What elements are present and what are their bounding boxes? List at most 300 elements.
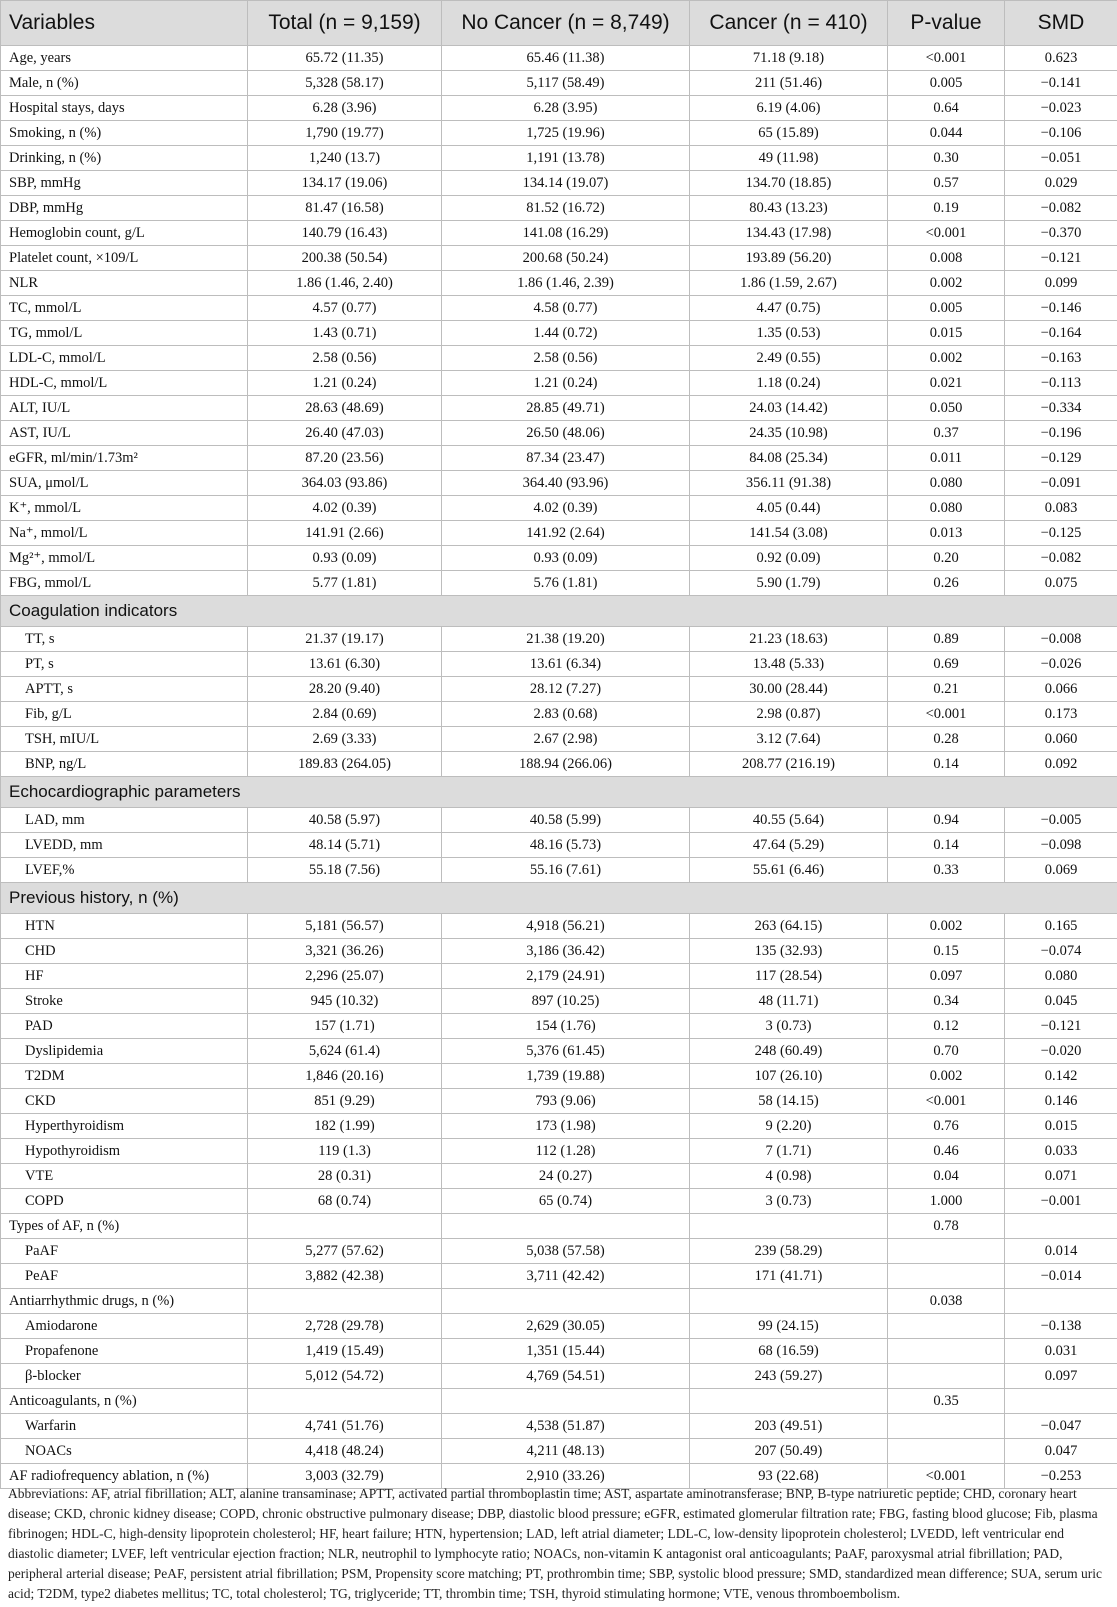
cell-total: 189.83 (264.05) bbox=[248, 752, 442, 777]
cell-total: 13.61 (6.30) bbox=[248, 652, 442, 677]
cell-cancer bbox=[690, 1389, 888, 1414]
table-row bbox=[1, 1439, 1117, 1464]
cell-cancer: 58 (14.15) bbox=[690, 1089, 888, 1114]
table-row bbox=[1, 1139, 1117, 1164]
cell-no-cancer: 4.58 (0.77) bbox=[442, 296, 690, 321]
cell-p-value: 0.64 bbox=[888, 96, 1005, 121]
cell-smd: −0.106 bbox=[1005, 121, 1117, 146]
table-row bbox=[1, 1314, 1117, 1339]
cell-smd: −0.163 bbox=[1005, 346, 1117, 371]
cell-smd: −0.026 bbox=[1005, 652, 1117, 677]
cell-cancer: 13.48 (5.33) bbox=[690, 652, 888, 677]
cell-smd: −0.001 bbox=[1005, 1189, 1117, 1214]
cell-smd: 0.075 bbox=[1005, 571, 1117, 596]
cell-no-cancer: 188.94 (266.06) bbox=[442, 752, 690, 777]
cell-cancer: 193.89 (56.20) bbox=[690, 246, 888, 271]
header-p-value: P-value bbox=[888, 1, 1005, 46]
row-label: LVEDD, mm bbox=[1, 833, 248, 858]
cell-total: 141.91 (2.66) bbox=[248, 521, 442, 546]
row-label: TC, mmol/L bbox=[1, 296, 248, 321]
cell-smd: 0.080 bbox=[1005, 964, 1117, 989]
cell-cancer: 93 (22.68) bbox=[690, 1464, 888, 1489]
cell-total: 65.72 (11.35) bbox=[248, 46, 442, 71]
cell-p-value: 0.89 bbox=[888, 627, 1005, 652]
cell-smd: −0.334 bbox=[1005, 396, 1117, 421]
table-row bbox=[1, 196, 1117, 221]
cell-smd: −0.047 bbox=[1005, 1414, 1117, 1439]
cell-no-cancer: 3,711 (42.42) bbox=[442, 1264, 690, 1289]
row-label: Types of AF, n (%) bbox=[1, 1214, 248, 1239]
cell-cancer: 9 (2.20) bbox=[690, 1114, 888, 1139]
cell-p-value: 0.008 bbox=[888, 246, 1005, 271]
cell-smd: −0.196 bbox=[1005, 421, 1117, 446]
cell-no-cancer: 13.61 (6.34) bbox=[442, 652, 690, 677]
cell-no-cancer: 28.85 (49.71) bbox=[442, 396, 690, 421]
section-label: Previous history, n (%) bbox=[1, 883, 1117, 914]
cell-smd: 0.071 bbox=[1005, 1164, 1117, 1189]
header-total: Total (n = 9,159) bbox=[248, 1, 442, 46]
cell-cancer: 24.35 (10.98) bbox=[690, 421, 888, 446]
table-row bbox=[1, 421, 1117, 446]
cell-cancer: 1.18 (0.24) bbox=[690, 371, 888, 396]
cell-cancer: 356.11 (91.38) bbox=[690, 471, 888, 496]
table-row bbox=[1, 1289, 1117, 1314]
cell-no-cancer: 5.76 (1.81) bbox=[442, 571, 690, 596]
cell-no-cancer: 200.68 (50.24) bbox=[442, 246, 690, 271]
row-label: Stroke bbox=[1, 989, 248, 1014]
row-label: VTE bbox=[1, 1164, 248, 1189]
row-label: NLR bbox=[1, 271, 248, 296]
cell-cancer: 48 (11.71) bbox=[690, 989, 888, 1014]
cell-cancer: 65 (15.89) bbox=[690, 121, 888, 146]
table-row bbox=[1, 939, 1117, 964]
cell-cancer: 134.43 (17.98) bbox=[690, 221, 888, 246]
cell-total: 851 (9.29) bbox=[248, 1089, 442, 1114]
cell-smd: −0.082 bbox=[1005, 546, 1117, 571]
cell-cancer: 4 (0.98) bbox=[690, 1164, 888, 1189]
cell-cancer: 84.08 (25.34) bbox=[690, 446, 888, 471]
cell-total: 5,181 (56.57) bbox=[248, 914, 442, 939]
table-row bbox=[1, 1239, 1117, 1264]
cell-p-value: 0.080 bbox=[888, 471, 1005, 496]
cell-no-cancer: 65 (0.74) bbox=[442, 1189, 690, 1214]
cell-total: 1.21 (0.24) bbox=[248, 371, 442, 396]
cell-p-value bbox=[888, 1264, 1005, 1289]
cell-no-cancer: 1.44 (0.72) bbox=[442, 321, 690, 346]
cell-p-value bbox=[888, 1239, 1005, 1264]
cell-smd: 0.029 bbox=[1005, 171, 1117, 196]
cell-smd: −0.020 bbox=[1005, 1039, 1117, 1064]
cell-cancer: 141.54 (3.08) bbox=[690, 521, 888, 546]
cell-p-value: 0.002 bbox=[888, 271, 1005, 296]
table-row bbox=[1, 446, 1117, 471]
cell-p-value: <0.001 bbox=[888, 1089, 1005, 1114]
cell-smd: 0.060 bbox=[1005, 727, 1117, 752]
cell-total: 4.02 (0.39) bbox=[248, 496, 442, 521]
cell-total: 4.57 (0.77) bbox=[248, 296, 442, 321]
cell-total: 5,277 (57.62) bbox=[248, 1239, 442, 1264]
cell-cancer: 99 (24.15) bbox=[690, 1314, 888, 1339]
cell-total: 364.03 (93.86) bbox=[248, 471, 442, 496]
row-label: AST, IU/L bbox=[1, 421, 248, 446]
cell-smd: −0.121 bbox=[1005, 1014, 1117, 1039]
cell-p-value: 0.70 bbox=[888, 1039, 1005, 1064]
row-label: Hemoglobin count, g/L bbox=[1, 221, 248, 246]
cell-cancer: 135 (32.93) bbox=[690, 939, 888, 964]
cell-p-value bbox=[888, 1314, 1005, 1339]
cell-total: 157 (1.71) bbox=[248, 1014, 442, 1039]
cell-cancer: 208.77 (216.19) bbox=[690, 752, 888, 777]
cell-p-value: 0.30 bbox=[888, 146, 1005, 171]
row-label: PaAF bbox=[1, 1239, 248, 1264]
cell-smd: 0.097 bbox=[1005, 1364, 1117, 1389]
cell-total: 5.77 (1.81) bbox=[248, 571, 442, 596]
cell-smd: −0.008 bbox=[1005, 627, 1117, 652]
table-row bbox=[1, 1189, 1117, 1214]
table-row bbox=[1, 171, 1117, 196]
table-row bbox=[1, 808, 1117, 833]
cell-no-cancer: 26.50 (48.06) bbox=[442, 421, 690, 446]
cell-smd: 0.015 bbox=[1005, 1114, 1117, 1139]
table-row bbox=[1, 146, 1117, 171]
cell-smd: −0.125 bbox=[1005, 521, 1117, 546]
cell-cancer: 134.70 (18.85) bbox=[690, 171, 888, 196]
cell-p-value: 0.19 bbox=[888, 196, 1005, 221]
cell-p-value: 0.038 bbox=[888, 1289, 1005, 1314]
cell-no-cancer bbox=[442, 1389, 690, 1414]
cell-cancer: 80.43 (13.23) bbox=[690, 196, 888, 221]
cell-total: 182 (1.99) bbox=[248, 1114, 442, 1139]
cell-cancer: 2.49 (0.55) bbox=[690, 346, 888, 371]
cell-no-cancer: 4,769 (54.51) bbox=[442, 1364, 690, 1389]
cell-total: 28.20 (9.40) bbox=[248, 677, 442, 702]
cell-smd: 0.033 bbox=[1005, 1139, 1117, 1164]
cell-total: 945 (10.32) bbox=[248, 989, 442, 1014]
cell-p-value: 0.69 bbox=[888, 652, 1005, 677]
table-row bbox=[1, 1264, 1117, 1289]
cell-p-value: 0.002 bbox=[888, 914, 1005, 939]
table-row bbox=[1, 989, 1117, 1014]
cell-total: 200.38 (50.54) bbox=[248, 246, 442, 271]
table-row bbox=[1, 221, 1117, 246]
cell-total: 5,328 (58.17) bbox=[248, 71, 442, 96]
cell-no-cancer: 173 (1.98) bbox=[442, 1114, 690, 1139]
cell-total: 2.69 (3.33) bbox=[248, 727, 442, 752]
cell-cancer: 6.19 (4.06) bbox=[690, 96, 888, 121]
cell-p-value: 0.015 bbox=[888, 321, 1005, 346]
table-row bbox=[1, 571, 1117, 596]
cell-no-cancer: 0.93 (0.09) bbox=[442, 546, 690, 571]
cell-smd: 0.623 bbox=[1005, 46, 1117, 71]
row-label: eGFR, ml/min/1.73m² bbox=[1, 446, 248, 471]
cell-no-cancer: 87.34 (23.47) bbox=[442, 446, 690, 471]
cell-smd: −0.023 bbox=[1005, 96, 1117, 121]
cell-cancer: 107 (26.10) bbox=[690, 1064, 888, 1089]
cell-p-value: 0.21 bbox=[888, 677, 1005, 702]
row-label: HF bbox=[1, 964, 248, 989]
cell-cancer: 207 (50.49) bbox=[690, 1439, 888, 1464]
row-label: β-blocker bbox=[1, 1364, 248, 1389]
cell-smd: −0.091 bbox=[1005, 471, 1117, 496]
cell-smd: −0.370 bbox=[1005, 221, 1117, 246]
cell-no-cancer: 364.40 (93.96) bbox=[442, 471, 690, 496]
cell-no-cancer: 2.58 (0.56) bbox=[442, 346, 690, 371]
header-cancer: Cancer (n = 410) bbox=[690, 1, 888, 46]
cell-p-value: 1.000 bbox=[888, 1189, 1005, 1214]
cell-cancer: 71.18 (9.18) bbox=[690, 46, 888, 71]
row-label: TT, s bbox=[1, 627, 248, 652]
cell-cancer: 4.47 (0.75) bbox=[690, 296, 888, 321]
cell-total: 1,419 (15.49) bbox=[248, 1339, 442, 1364]
cell-no-cancer: 4,538 (51.87) bbox=[442, 1414, 690, 1439]
cell-no-cancer: 28.12 (7.27) bbox=[442, 677, 690, 702]
table-row bbox=[1, 371, 1117, 396]
cell-cancer: 47.64 (5.29) bbox=[690, 833, 888, 858]
cell-total: 0.93 (0.09) bbox=[248, 546, 442, 571]
cell-smd: −0.138 bbox=[1005, 1314, 1117, 1339]
cell-cancer: 1.35 (0.53) bbox=[690, 321, 888, 346]
cell-no-cancer: 134.14 (19.07) bbox=[442, 171, 690, 196]
cell-smd: −0.141 bbox=[1005, 71, 1117, 96]
cell-p-value: 0.14 bbox=[888, 833, 1005, 858]
cell-total: 119 (1.3) bbox=[248, 1139, 442, 1164]
table-row bbox=[1, 496, 1117, 521]
cell-no-cancer bbox=[442, 1289, 690, 1314]
cell-p-value bbox=[888, 1439, 1005, 1464]
table-row bbox=[1, 752, 1117, 777]
cell-cancer: 30.00 (28.44) bbox=[690, 677, 888, 702]
cell-no-cancer: 141.92 (2.64) bbox=[442, 521, 690, 546]
cell-no-cancer: 1.86 (1.46, 2.39) bbox=[442, 271, 690, 296]
cell-no-cancer: 5,117 (58.49) bbox=[442, 71, 690, 96]
row-label: Warfarin bbox=[1, 1414, 248, 1439]
cell-total: 134.17 (19.06) bbox=[248, 171, 442, 196]
cell-p-value bbox=[888, 1364, 1005, 1389]
cell-cancer: 243 (59.27) bbox=[690, 1364, 888, 1389]
table-row bbox=[1, 546, 1117, 571]
cell-total bbox=[248, 1289, 442, 1314]
cell-total: 6.28 (3.96) bbox=[248, 96, 442, 121]
cell-p-value: 0.78 bbox=[888, 1214, 1005, 1239]
cell-cancer: 211 (51.46) bbox=[690, 71, 888, 96]
section-header-row bbox=[1, 883, 1117, 914]
row-label: LDL-C, mmol/L bbox=[1, 346, 248, 371]
row-label: ALT, IU/L bbox=[1, 396, 248, 421]
cell-total: 21.37 (19.17) bbox=[248, 627, 442, 652]
row-label: TSH, mIU/L bbox=[1, 727, 248, 752]
cell-no-cancer: 141.08 (16.29) bbox=[442, 221, 690, 246]
table-row bbox=[1, 296, 1117, 321]
table-row bbox=[1, 321, 1117, 346]
cell-no-cancer: 55.16 (7.61) bbox=[442, 858, 690, 883]
cell-no-cancer: 5,038 (57.58) bbox=[442, 1239, 690, 1264]
row-label: TG, mmol/L bbox=[1, 321, 248, 346]
row-label: Amiodarone bbox=[1, 1314, 248, 1339]
cell-p-value: 0.14 bbox=[888, 752, 1005, 777]
cell-p-value: <0.001 bbox=[888, 46, 1005, 71]
table-row bbox=[1, 702, 1117, 727]
cell-p-value: <0.001 bbox=[888, 221, 1005, 246]
cell-p-value: 0.33 bbox=[888, 858, 1005, 883]
cell-total: 2,296 (25.07) bbox=[248, 964, 442, 989]
cell-smd: 0.045 bbox=[1005, 989, 1117, 1014]
cell-total: 28.63 (48.69) bbox=[248, 396, 442, 421]
row-label: DBP, mmHg bbox=[1, 196, 248, 221]
row-label: PT, s bbox=[1, 652, 248, 677]
cell-no-cancer: 48.16 (5.73) bbox=[442, 833, 690, 858]
cell-p-value: 0.013 bbox=[888, 521, 1005, 546]
cell-smd: −0.098 bbox=[1005, 833, 1117, 858]
cell-cancer: 1.86 (1.59, 2.67) bbox=[690, 271, 888, 296]
row-label: PAD bbox=[1, 1014, 248, 1039]
cell-total: 2,728 (29.78) bbox=[248, 1314, 442, 1339]
cell-no-cancer: 24 (0.27) bbox=[442, 1164, 690, 1189]
cell-cancer: 68 (16.59) bbox=[690, 1339, 888, 1364]
cell-cancer: 24.03 (14.42) bbox=[690, 396, 888, 421]
cell-smd: −0.082 bbox=[1005, 196, 1117, 221]
table-row bbox=[1, 914, 1117, 939]
cell-cancer bbox=[690, 1289, 888, 1314]
section-header-row bbox=[1, 596, 1117, 627]
cell-cancer: 21.23 (18.63) bbox=[690, 627, 888, 652]
cell-total bbox=[248, 1214, 442, 1239]
cell-total: 5,012 (54.72) bbox=[248, 1364, 442, 1389]
table-row bbox=[1, 1389, 1117, 1414]
table-row bbox=[1, 1089, 1117, 1114]
row-label: HTN bbox=[1, 914, 248, 939]
cell-no-cancer: 3,186 (36.42) bbox=[442, 939, 690, 964]
row-label: CKD bbox=[1, 1089, 248, 1114]
cell-smd: 0.047 bbox=[1005, 1439, 1117, 1464]
cell-cancer: 0.92 (0.09) bbox=[690, 546, 888, 571]
table-row bbox=[1, 858, 1117, 883]
cell-p-value: 0.20 bbox=[888, 546, 1005, 571]
cell-no-cancer: 897 (10.25) bbox=[442, 989, 690, 1014]
cell-p-value: 0.050 bbox=[888, 396, 1005, 421]
cell-p-value: 0.35 bbox=[888, 1389, 1005, 1414]
cell-no-cancer: 65.46 (11.38) bbox=[442, 46, 690, 71]
table-row bbox=[1, 396, 1117, 421]
cell-smd: 0.069 bbox=[1005, 858, 1117, 883]
row-label: Hospital stays, days bbox=[1, 96, 248, 121]
table-row bbox=[1, 121, 1117, 146]
cell-p-value: 0.57 bbox=[888, 171, 1005, 196]
cell-total: 48.14 (5.71) bbox=[248, 833, 442, 858]
cell-smd bbox=[1005, 1389, 1117, 1414]
cell-p-value: 0.46 bbox=[888, 1139, 1005, 1164]
row-label: CHD bbox=[1, 939, 248, 964]
cell-p-value: 0.002 bbox=[888, 346, 1005, 371]
cell-smd bbox=[1005, 1289, 1117, 1314]
cell-total: 3,882 (42.38) bbox=[248, 1264, 442, 1289]
cell-smd: −0.074 bbox=[1005, 939, 1117, 964]
cell-cancer: 3.12 (7.64) bbox=[690, 727, 888, 752]
cell-p-value: 0.044 bbox=[888, 121, 1005, 146]
row-label: BNP, ng/L bbox=[1, 752, 248, 777]
table-row bbox=[1, 1014, 1117, 1039]
cell-p-value: <0.001 bbox=[888, 1464, 1005, 1489]
row-label: Mg²⁺, mmol/L bbox=[1, 546, 248, 571]
row-label: APTT, s bbox=[1, 677, 248, 702]
row-label: HDL-C, mmol/L bbox=[1, 371, 248, 396]
cell-cancer: 55.61 (6.46) bbox=[690, 858, 888, 883]
cell-total: 2.58 (0.56) bbox=[248, 346, 442, 371]
cell-no-cancer: 4,211 (48.13) bbox=[442, 1439, 690, 1464]
table-row bbox=[1, 1164, 1117, 1189]
cell-no-cancer: 793 (9.06) bbox=[442, 1089, 690, 1114]
cell-smd: −0.051 bbox=[1005, 146, 1117, 171]
cell-smd: 0.173 bbox=[1005, 702, 1117, 727]
section-label: Coagulation indicators bbox=[1, 596, 1117, 627]
cell-total: 1.43 (0.71) bbox=[248, 321, 442, 346]
cell-smd: 0.083 bbox=[1005, 496, 1117, 521]
cell-total: 68 (0.74) bbox=[248, 1189, 442, 1214]
cell-p-value: 0.26 bbox=[888, 571, 1005, 596]
row-label: Smoking, n (%) bbox=[1, 121, 248, 146]
table-row bbox=[1, 471, 1117, 496]
cell-no-cancer: 1,191 (13.78) bbox=[442, 146, 690, 171]
table-row bbox=[1, 1339, 1117, 1364]
cell-no-cancer: 2,629 (30.05) bbox=[442, 1314, 690, 1339]
cell-smd: 0.146 bbox=[1005, 1089, 1117, 1114]
header-row bbox=[1, 1, 1117, 46]
cell-no-cancer: 112 (1.28) bbox=[442, 1139, 690, 1164]
table-row bbox=[1, 521, 1117, 546]
cell-no-cancer: 2,179 (24.91) bbox=[442, 964, 690, 989]
cell-no-cancer: 6.28 (3.95) bbox=[442, 96, 690, 121]
cell-no-cancer: 4.02 (0.39) bbox=[442, 496, 690, 521]
row-label: Na⁺, mmol/L bbox=[1, 521, 248, 546]
table-row bbox=[1, 677, 1117, 702]
row-label: Male, n (%) bbox=[1, 71, 248, 96]
cell-p-value: 0.021 bbox=[888, 371, 1005, 396]
cell-p-value: 0.94 bbox=[888, 808, 1005, 833]
row-label: Antiarrhythmic drugs, n (%) bbox=[1, 1289, 248, 1314]
cell-no-cancer: 154 (1.76) bbox=[442, 1014, 690, 1039]
cell-p-value: 0.005 bbox=[888, 296, 1005, 321]
table-row bbox=[1, 833, 1117, 858]
cell-total: 28 (0.31) bbox=[248, 1164, 442, 1189]
row-label: Propafenone bbox=[1, 1339, 248, 1364]
cell-total bbox=[248, 1389, 442, 1414]
table-row bbox=[1, 964, 1117, 989]
table-row bbox=[1, 1414, 1117, 1439]
cell-smd: 0.142 bbox=[1005, 1064, 1117, 1089]
table-row bbox=[1, 271, 1117, 296]
cell-cancer: 117 (28.54) bbox=[690, 964, 888, 989]
cell-p-value: 0.080 bbox=[888, 496, 1005, 521]
cell-no-cancer: 5,376 (61.45) bbox=[442, 1039, 690, 1064]
row-label: Drinking, n (%) bbox=[1, 146, 248, 171]
cell-p-value: 0.04 bbox=[888, 1164, 1005, 1189]
row-label: SBP, mmHg bbox=[1, 171, 248, 196]
cell-total: 1.86 (1.46, 2.40) bbox=[248, 271, 442, 296]
row-label: T2DM bbox=[1, 1064, 248, 1089]
cell-no-cancer: 21.38 (19.20) bbox=[442, 627, 690, 652]
cell-no-cancer: 81.52 (16.72) bbox=[442, 196, 690, 221]
cell-p-value: 0.76 bbox=[888, 1114, 1005, 1139]
cell-smd: 0.099 bbox=[1005, 271, 1117, 296]
cell-total: 4,741 (51.76) bbox=[248, 1414, 442, 1439]
cell-total: 87.20 (23.56) bbox=[248, 446, 442, 471]
cell-cancer: 49 (11.98) bbox=[690, 146, 888, 171]
cell-total: 4,418 (48.24) bbox=[248, 1439, 442, 1464]
cell-smd: 0.165 bbox=[1005, 914, 1117, 939]
cell-p-value bbox=[888, 1414, 1005, 1439]
section-header-row bbox=[1, 777, 1117, 808]
cell-cancer: 40.55 (5.64) bbox=[690, 808, 888, 833]
cell-p-value: 0.002 bbox=[888, 1064, 1005, 1089]
